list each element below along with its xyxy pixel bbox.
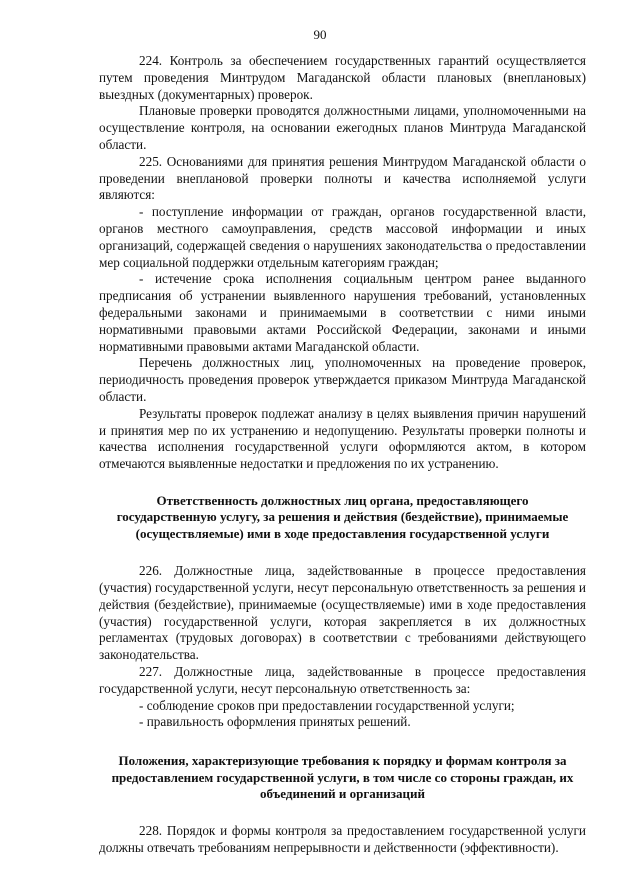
heading-line: Положения, характеризующие требования к порядку и формам контроля за bbox=[118, 753, 567, 769]
page-number: 90 bbox=[313, 27, 327, 42]
paragraph-results: Результаты проверок подлежат анализу в целях выявления причин нарушений и принятия мер по их устранению и недопущению. Результаты проверки полноты и качества исполнения государственной услуги оформляются актом, в котором отмечаются выявленные недостатки и предложения по их устранению. bbox=[99, 405, 586, 472]
paragraph-227: 227. Должностные лица, задействованные в процессе предоставления государственной услуги, несут персональную ответственность за: bbox=[99, 663, 586, 696]
paragraph-officials-list: Перечень должностных лиц, уполномоченных на проведение проверок, периодичность проведения проверок утверждается приказом Минтруда Магаданской области. bbox=[99, 355, 586, 404]
heading-line: объединений и организаций bbox=[260, 785, 425, 801]
heading-line: Ответственность должностных лиц органа, предоставляющего bbox=[156, 492, 529, 508]
paragraph-224: 224. Контроль за обеспечением государственных гарантий осуществляется путем проведения Минтрудом Магаданской области плановых (внеплановых) выездных (документарных) проверок. bbox=[99, 53, 586, 102]
list-item-deadlines: - соблюдение сроков при предоставлении государственной услуги; bbox=[139, 697, 515, 713]
section-heading-responsibility bbox=[99, 493, 586, 542]
paragraph-226: 226. Должностные лица, задействованные в процессе предоставления (участия) государственной услуги, несут персональную ответственность за решения и действия (бездействие), принимаемые (осуществляемые) ими в ходе предоставления (участия) государственной услуги, которая закрепляется в их должностных регламентах (трудовых договорах) в соответствии с требованиями действующего законодательства. bbox=[99, 563, 586, 663]
list-item-deadline: - истечение срока исполнения социальным центром ранее выданного предписания об устранении выявленного нарушения требований, установленных федеральными законами и принимаемыми в соответствии с ними иными нормативными правовыми актами Российской Федерации, законами и иными нормативными правовыми актами Магаданской области. bbox=[99, 271, 586, 354]
heading-line: предоставлением государственной услуги, в том числе со стороны граждан, их bbox=[111, 769, 574, 785]
list-item-decisions: - правильность оформления принятых решений. bbox=[139, 714, 411, 730]
page-content bbox=[99, 53, 586, 857]
section-heading-control-forms bbox=[99, 753, 586, 802]
list-item-information: - поступление информации от граждан, органов государственной власти, органов местного самоуправления, средств массовой информации и иных организаций, содержащей сведения о нарушениях законодательства о предоставлении мер социальной поддержки отдельным категориям граждан; bbox=[99, 204, 586, 270]
heading-line: государственную услугу, за решения и действия (бездействие), принимаемые bbox=[116, 509, 569, 525]
paragraph-225: 225. Основаниями для принятия решения Минтрудом Магаданской области о проведении внеплановой проверки полноты и качества исполняемой услуги являются: bbox=[99, 153, 586, 203]
paragraph-planned-checks: Плановые проверки проводятся должностными лицами, уполномоченными на осуществление контроля, на основании ежегодных планов Минтруда Магаданской области. bbox=[99, 103, 586, 152]
heading-line: (осуществляемые) ими в ходе предоставления государственной услуги bbox=[135, 525, 550, 541]
paragraph-228: 228. Порядок и формы контроля за предоставлением государственной услуги должны отвечать требованиям непрерывности и действенности (эффективности). bbox=[99, 823, 586, 856]
